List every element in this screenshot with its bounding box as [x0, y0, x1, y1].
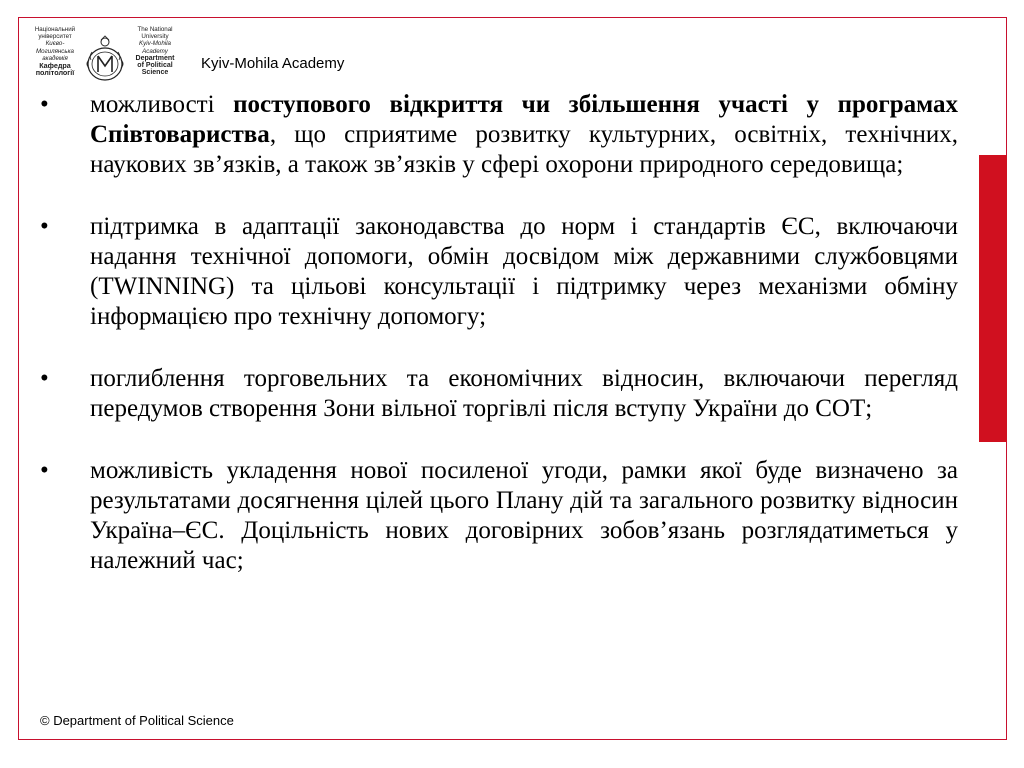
list-item — [40, 90, 958, 180]
bullet-text: можливості поступового відкриття чи збільшення участі у програмах Співтовариства, що сприятиме розвитку культурних, освітніх, технічних, наукових зв’язків, а також зв’язків у сфері охорони природного середовища; — [90, 91, 958, 178]
bullet-list — [40, 90, 958, 608]
list-item — [40, 364, 958, 424]
red-accent-bar — [979, 155, 1007, 442]
list-item — [40, 212, 958, 332]
bullet-icon: • — [40, 213, 49, 240]
academy-name: Kyiv-Mohila Academy — [201, 55, 345, 72]
logo-text-ukrainian: Національний університет Києво- Могилянська академія Кафедра політології — [34, 26, 76, 78]
bullet-text: підтримка в адаптації законодавства до норм і стандартів ЄС, включаючи надання технічної допомоги, обмін досвідом між державними службовцями (TWINNING) та цільові консультації і підтримку через механізми обміну інформацією про технічну допомогу; — [90, 213, 958, 330]
footer-copyright: © Department of Political Science — [40, 713, 234, 728]
crest-icon — [83, 34, 127, 82]
bullet-text: можливість укладення нової посиленої угоди, рамки якої буде визначено за результатами досягнення цілей цього Плану дій та загального розвитку відносин Україна–ЄС. Доцільність нових договірних зобов’язань розглядатиметься у належний час; — [90, 457, 958, 574]
bullet-icon: • — [40, 365, 49, 392]
bullet-icon: • — [40, 457, 49, 484]
bullet-icon: • — [40, 91, 49, 118]
bullet-text: поглиблення торговельних та економічних відносин, включаючи перегляд передумов створення Зони вільної торгівлі після вступу України до СОТ; — [90, 365, 958, 422]
list-item — [40, 456, 958, 576]
university-logo — [30, 26, 182, 86]
logo-text-english: The National University Kyiv-Mohila Academy Department of Political Science — [135, 26, 175, 77]
